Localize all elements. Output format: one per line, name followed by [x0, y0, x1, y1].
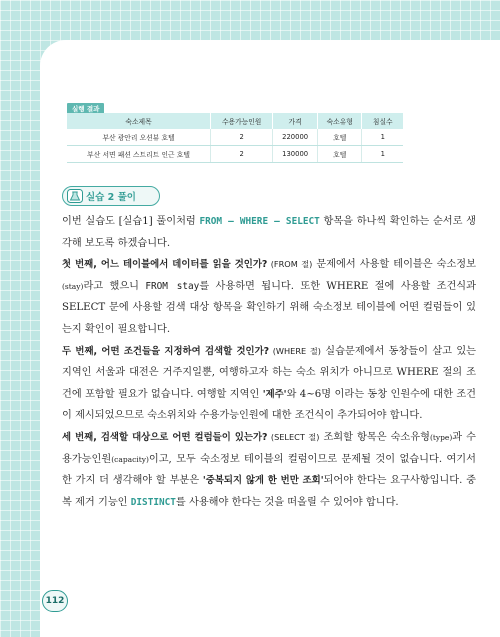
paragraph-lead: 두 번째, 어떤 조건들을 지정하여 검색할 것인가?: [62, 345, 270, 357]
lab-flask-icon: [67, 189, 83, 203]
sql-keyword: FROM – WHERE – SELECT: [199, 216, 320, 227]
body-text: [62, 211, 476, 513]
table-header-cell: 숙소유형: [317, 113, 361, 129]
table-cell: 220000: [273, 129, 318, 146]
paragraph: 두 번째, 어떤 조건들을 지정하여 검색할 것인가? (WHERE 절) 실습문제에서 동창들이 살고 있는 지역인 서울과 대전은 거주지일뿐, 여행하고자 하는 숙소 위치가 아니므로 WHERE 절의 조건에 포함할 필요가 없습니다. 여행할 지역인 '제주'와 4~6명 이라는 동창 인원수에 대한 조건이 제시되었으므로 숙소위치와 수용가능인원에 대한 조건식이 추가되어야 합니다.: [62, 345, 476, 422]
table-header-cell: 침실수: [362, 113, 403, 129]
table-cell: 부산 서면 패션 스트리트 인근 호텔: [67, 146, 211, 163]
section-heading: [62, 186, 160, 206]
sql-code: FROM stay: [145, 280, 200, 292]
table-cell: 2: [211, 146, 273, 163]
paragraph: 첫 번째, 어느 테이블에서 데이터를 읽을 것인가? (FROM 절) 문제에서 사용할 테이블은 숙소정보(stay)라고 했으니 FROM stay를 사용하면 됩니다. 또한 WHERE 절에 사용할 조건식과 SELECT 문에 사용할 검색 대상 항목을 확인하기 위해 숙소정보 테이블에 어떤 컬럼들이 있는지 확인이 필요합니다.: [62, 259, 476, 335]
result-table: [67, 113, 403, 163]
paragraph-lead: 세 번째, 검색할 대상으로 어떤 컬럼들이 있는가?: [62, 431, 268, 443]
table-cell: 호텔: [317, 129, 361, 146]
sql-keyword: DISTINCT: [130, 496, 176, 508]
emphasis: '중복되지 않게 한 번만 조회': [202, 475, 324, 487]
table-header-cell: 가격: [273, 113, 318, 129]
table-cell: 호텔: [317, 146, 361, 163]
table-row: [67, 146, 403, 163]
page: [40, 40, 500, 637]
table-row: [67, 129, 403, 146]
section-title: 실습 2 풀이: [86, 192, 136, 203]
table-cell: 130000: [273, 146, 318, 163]
table-cell: 1: [362, 146, 403, 163]
emphasis: '제주': [262, 388, 287, 400]
table-cell: 1: [362, 129, 403, 146]
table-header-cell: 수용가능인원: [211, 113, 273, 129]
result-label: 실행 결과: [67, 103, 104, 114]
paragraph: 세 번째, 검색할 대상으로 어떤 컬럼들이 있는가? (SELECT 절) 조회할 항목은 숙소유형(type)과 수용가능인원(capacity)이고, 모두 숙소정보 테이블의 컬럼이므로 문제될 것이 없습니다. 여기서 한 가지 더 생각해야 할 부분은 '중복되지 않게 한 번만 조회'되어야 한다는 요구사항입니다. 중복 제거 기능인 DISTINCT를 사용해야 한다는 것을 떠올릴 수 있어야 합니다.: [62, 431, 477, 508]
paragraph: 이번 실습도 [실습1] 풀이처럼 FROM – WHERE – SELECT 항목을 하나씩 확인하는 순서로 생각해 보도록 하겠습니다.: [62, 216, 477, 249]
table-header-row: [67, 113, 403, 129]
paragraph-lead: 첫 번째, 어느 테이블에서 데이터를 읽을 것인가?: [62, 259, 268, 271]
page-number: 112: [42, 590, 68, 612]
table-header-cell: 숙소제목: [67, 113, 211, 129]
table-cell: 2: [211, 129, 273, 146]
table-cell: 부산 광안리 오션뷰 호텔: [67, 129, 211, 146]
